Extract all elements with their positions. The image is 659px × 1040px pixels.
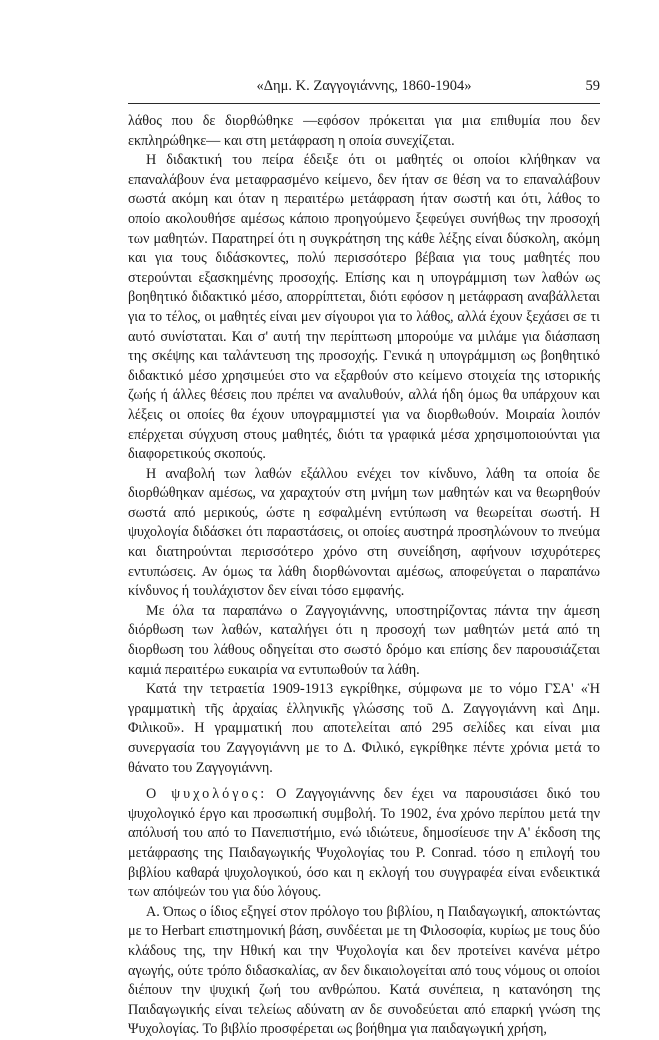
paragraph: Κατά την τετραετία 1909-1913 εγκρίθηκε, σύμφωνα με το νόμο ΓΣΑ' «Ἡ γραμματικὴ τῆς ἀρχαίας ἑλληνικῆς γλώσσης τοῦ Δ. Ζαγγογιάννη καὶ Δημ. Φιλικοῦ». Η γραμματική που αποτελείται από 295 σελίδες και είναι μια συνεργασία του Ζαγγογιάννη με το Δ. Φιλικό, εγκρίθηκε πέντε χρόνια μετά το θάνατο του Ζαγγογιάννη. bbox=[128, 681, 600, 776]
paragraph: λάθος που δε διορθώθηκε —εφόσον πρόκειται για μια επιθυμία που δεν εκπληρώθηκε— και στη μετάφραση η οποία συνεχίζεται. bbox=[128, 113, 600, 149]
paragraph bbox=[128, 785, 600, 903]
paragraph: Α. Όπως ο ίδιος εξηγεί στον πρόλογο του βιβλίου, η Παιδαγωγική, αποκτώντας με το Herbart επιστημονική βάση, συνδέεται με τη Φιλοσοφία, κυρίως με τους δύο κλάδους της, την Ηθική και την Ψυχολογία και δεν προτείνει κανένα μέτρο αγωγής, ούτε τρόπο διδασκαλίας, αν δεν δικαιολογείται από τους νόμους οι οποίοι διέπουν την ψυχική ζωή του ανθρώπου. Κατά συνέπεια, η κατανόηση της Παιδαγωγικής είναι τελείως αδύνατη αν δε συνοδεύεται από επαρκή γνώση της Ψυχολογίας. Το βιβλίο προσφέρεται ως βοήθημα για παιδαγωγική χρήση, bbox=[128, 903, 600, 1038]
header-rule bbox=[128, 103, 600, 104]
paragraph: Η διδακτική του πείρα έδειξε ότι οι μαθητές οι οποίοι κλήθηκαν να επαναλάβουν ένα μεταφρασμένο κείμενο, δεν ήταν σε θέση να το επαναλάβουν σωστά ακόμη και όταν η περαιτέρω μετάφραση ήταν σωστή και ότι, λάθος το οποίο ακολουθήσε αμέσως κάποιο προηγούμενο ξεφεύγει συνήθως την προσοχή των μαθητών. Παρατηρεί ότι η συγκράτηση της κάθε λέξης είναι δύσκολη, ακόμη και για τους διδάσκοντες, πολύ περισσότερο βέβαια για τους μαθητές που στερούνται εξασκημένης προσοχής. Επίσης και η υπογράμμιση των λαθών ως βοηθητικό διδακτικό μέσο, απορρίπτεται, διότι εφόσον η μετάφραση αναβάλλεται για το τέλος, οι μαθητές είναι μεν σίγουροι για το λάθος, αλλά έχουν ξεχάσει σε τι αυτό συνίσταται. Και σ' αυτή την περίπτωση μπορούμε να μιλάμε για διάσπαση της σκέψης και ταλάντευση της προσοχής. Γενικά η υπογράμμιση ως βοηθητικό διδακτικό μέσο χρησιμεύει στο να εξαρθούν στο κείμενο στοιχεία της ιστορικής ζωής ή άλλες θέσεις που πρέπει να αναλυθούν, αλλά ήδη όμως θα υπάρχουν και λέξεις οι οποίες θα έχουν υπογραμμιστεί για να διορθωθούν. Μοιραία λοιπόν επέρχεται σύγχυση στους μαθητές, διότι τα γραφικά μέσα χρησιμοποιούνται για διαφορετικούς σκοπούς. bbox=[128, 152, 600, 463]
body-text bbox=[128, 112, 600, 1040]
paragraph-text: Ο Ζαγγογιάννης δεν έχει να παρουσιάσει δικό του ψυχολογικό έργο και προσωπική συμβολή. Το 1902, ένα χρόνο περίπου μετά την απόλυσή του από το Πανεπιστήμιο, ενώ ιδιώτευε, δημοσίευσε την Α' έκδοση της μετάφρασης της Παιδαγωγικής Ψυχολογίας του P. Conrad. τόσο η επιλογή του βιβλίου καθαρά ψυχολογικού, όσο και η εκλογή του συγγραφέα είναι ενδεικτικά των απόψεών του για δύο λόγους. bbox=[128, 786, 600, 901]
page-number: 59 bbox=[585, 78, 600, 94]
paragraph: Με όλα τα παραπάνω ο Ζαγγογιάννης, υποστηρίζοντας πάντα την άμεση διόρθωση των λαθών, καταλήγει ότι η προσοχή των μαθητών μετά από τη διορθωση του λάθους οδηγείται στο σωστό δρόμο και επίσης δεν παρουσιάζεται καμιά περαιτέρω ευκαιρία να εντυπωθούν τα λάθη. bbox=[128, 602, 600, 678]
page-header bbox=[128, 78, 600, 102]
paragraph: Η αναβολή των λαθών εξάλλου ενέχει τον κίνδυνο, λάθη τα οποία δε διορθώθηκαν αμέσως, να χαραχτούν στη μνήμη των μαθητών και να θεωρηθούν σωστά από μερικούς, ώστε η εσφαλμένη εντύπωση να θεωρείται σωστή. Η ψυχολογία διδάσκει ότι παραστάσεις, οι οποίες αυστηρά προσηλώνουν το πνεύμα και διατηρούνται περισσότερο χρόνο στη συνείδηση, αφήνουν ισχυρότερες εντυπώσεις. Αν όμως τα λάθη διορθώνονται αμέσως, αποφεύγεται ο παραπάνω κίνδυνος ή τουλάχιστον δεν είναι τόσο εμφανής. bbox=[128, 465, 600, 600]
section-lead: Ο ψυχολόγος: bbox=[146, 786, 268, 803]
running-title: «Δημ. Κ. Ζαγγογιάννης, 1860-1904» bbox=[256, 78, 472, 94]
